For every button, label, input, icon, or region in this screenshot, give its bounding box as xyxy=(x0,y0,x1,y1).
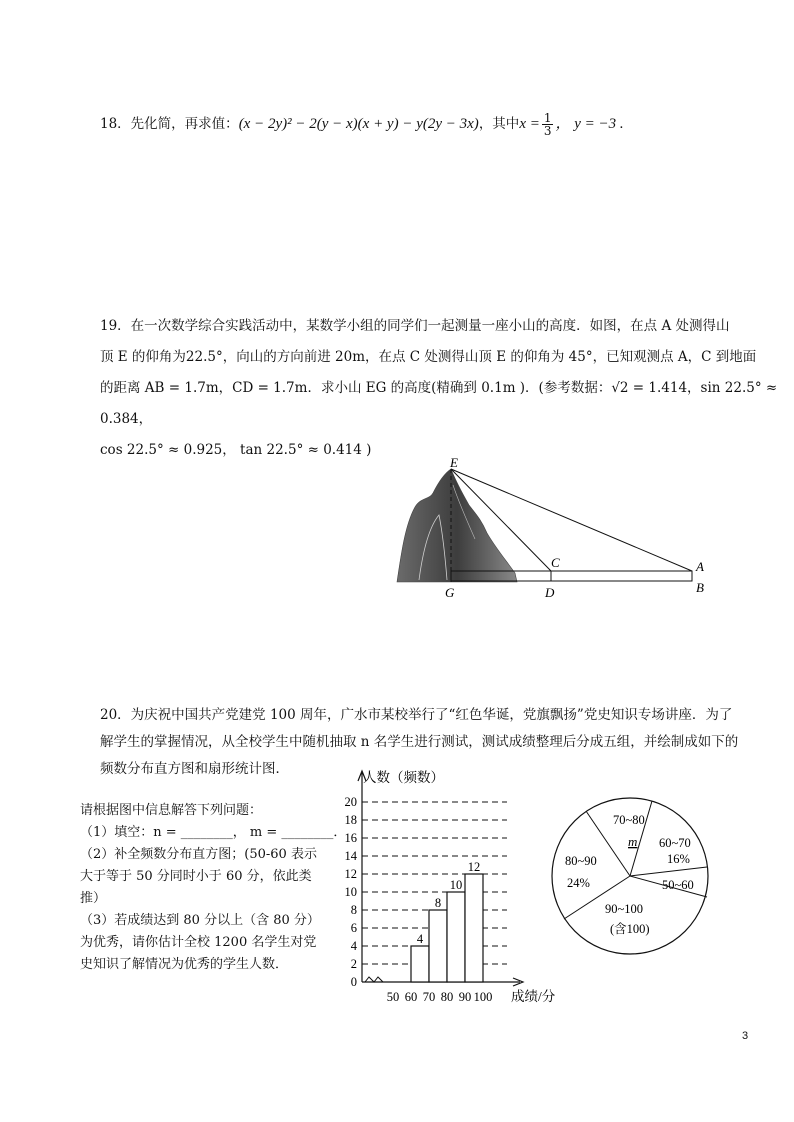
question-19 xyxy=(100,311,794,466)
y-tick-label: 2 xyxy=(350,957,357,971)
bar-90~100 xyxy=(465,874,483,982)
q18-x-fraction: $\frac{1}{3}$ xyxy=(543,111,552,138)
x-tick-label: 90 xyxy=(458,990,472,1004)
x-tick-label: 50 xyxy=(386,990,400,1004)
label-e: E xyxy=(450,455,458,470)
x-tick-label: 60 xyxy=(404,990,418,1004)
x-axis-label: 成绩/分 xyxy=(511,989,556,1004)
mountain-figure xyxy=(395,455,715,600)
q19-line4: cos 22.5° ≈ 0.925， tan 22.5° ≈ 0.414 ) xyxy=(100,442,372,458)
x-tick-label: 70 xyxy=(422,990,436,1004)
y-tick-label: 14 xyxy=(344,849,357,863)
y-tick-label: 10 xyxy=(344,885,357,899)
pie-sublabel-24: 24% xyxy=(567,876,590,890)
q18-where: ，其中 xyxy=(478,116,520,132)
q18-lead: 18．先化简，再求值： xyxy=(100,116,239,132)
pie-sector-line-3 xyxy=(630,867,707,876)
pie-sublabel-m: m xyxy=(628,834,638,849)
q20-line2: 解学生的掌握情况，从全校学生中随机抽取 n 名学生进行测试，测试成绩整理后分成五组，并绘制成如下的 xyxy=(100,734,739,750)
q20-sub-1: （1）填空：n = ________， m = ________． xyxy=(80,825,347,840)
pie-label-70-80: 70~80 xyxy=(613,813,645,827)
mountain-image xyxy=(397,469,517,582)
y-tick-label: 12 xyxy=(344,867,357,881)
label-c: C xyxy=(551,555,560,570)
label-g: G xyxy=(445,585,455,600)
question-18 xyxy=(100,112,624,137)
bar-70~80 xyxy=(429,910,447,982)
pie-sublabel-100: (含100) xyxy=(610,922,650,936)
q20-sub-0: 请根据图中信息解答下列问题： xyxy=(80,803,263,818)
pie-chart xyxy=(548,795,718,965)
q19-line1: 19．在一次数学综合实践活动中，某数学小组的同学们一起测量一座小山的高度．如图，在点 A 处测得山 xyxy=(100,318,730,334)
pie-label-80-90: 80~90 xyxy=(565,854,597,868)
q18-y-value: ， y = −3 . xyxy=(555,116,624,132)
label-a: A xyxy=(696,559,704,574)
q20-sub-4: 推） xyxy=(80,891,107,906)
q18-expression: (x − 2y)² − 2(y − x)(x + y) − y(2y − 3x) xyxy=(238,116,479,132)
bar-60~70 xyxy=(411,946,429,982)
y-axis-label: 人数（频数） xyxy=(363,770,444,785)
q20-subquestions xyxy=(80,800,346,976)
q20-sub-6: 为优秀，请你估计全校 1200 名学生对党 xyxy=(80,935,317,950)
pie-label-90-100: 90~100 xyxy=(605,902,644,916)
x-tick-label: 100 xyxy=(473,990,493,1004)
bar-data-label: 8 xyxy=(434,896,442,910)
bar-80~90 xyxy=(447,892,465,982)
pie-sublabel-16: 16% xyxy=(667,852,690,866)
q18-x-var: x = xyxy=(519,116,540,132)
x-axis-break xyxy=(365,977,383,982)
page-number: 3 xyxy=(742,1030,749,1042)
q20-sub-5: （3）若成绩达到 80 分以上（含 80 分） xyxy=(80,913,320,928)
y-tick-label: 0 xyxy=(350,975,357,989)
label-d: D xyxy=(545,585,555,600)
y-tick-label: 20 xyxy=(344,795,357,809)
bar-data-label: 10 xyxy=(449,878,463,892)
q20-sub-2: （2）补全频数分布直方图；(50-60 表示 xyxy=(80,847,317,862)
label-b: B xyxy=(696,580,704,595)
y-tick-label: 8 xyxy=(350,903,357,917)
q20-line1: 20．为庆祝中国共产党建党 100 周年，广水市某校举行了“红色华诞，党旗飘扬”党史知识专场讲座．为了 xyxy=(100,707,733,723)
bar-data-label: 12 xyxy=(467,860,481,874)
q20-sub-7: 史知识了解情况为优秀的学生人数． xyxy=(80,957,289,972)
y-tick-label: 6 xyxy=(350,921,357,935)
q19-line2: 顶 E 的仰角为22.5°，向山的方向前进 20m，在点 C 处测得山顶 E 的仰角为 45°，已知观测点 A，C 到地面 xyxy=(100,349,757,365)
pie-label-50-60: 50~60 xyxy=(662,878,694,892)
histogram-chart xyxy=(335,765,560,1005)
y-tick-label: 18 xyxy=(344,813,357,827)
pie-label-60-70: 60~70 xyxy=(659,836,691,850)
y-tick-label: 4 xyxy=(350,939,357,953)
q19-line3: 的距离 AB = 1.7m，CD = 1.7m．求小山 EG 的高度(精确到 0.1m )．(参考数据：√2 = 1.414，sin 22.5° ≈ 0.384， xyxy=(100,380,778,427)
bar-data-label: 4 xyxy=(416,932,424,946)
x-tick-label: 80 xyxy=(440,990,454,1004)
q20-sub-3: 大于等于 50 分同时小于 60 分，依此类 xyxy=(80,869,312,884)
q20-line3: 频数分布直方图和扇形统计图． xyxy=(100,761,289,777)
y-tick-label: 16 xyxy=(344,831,357,845)
